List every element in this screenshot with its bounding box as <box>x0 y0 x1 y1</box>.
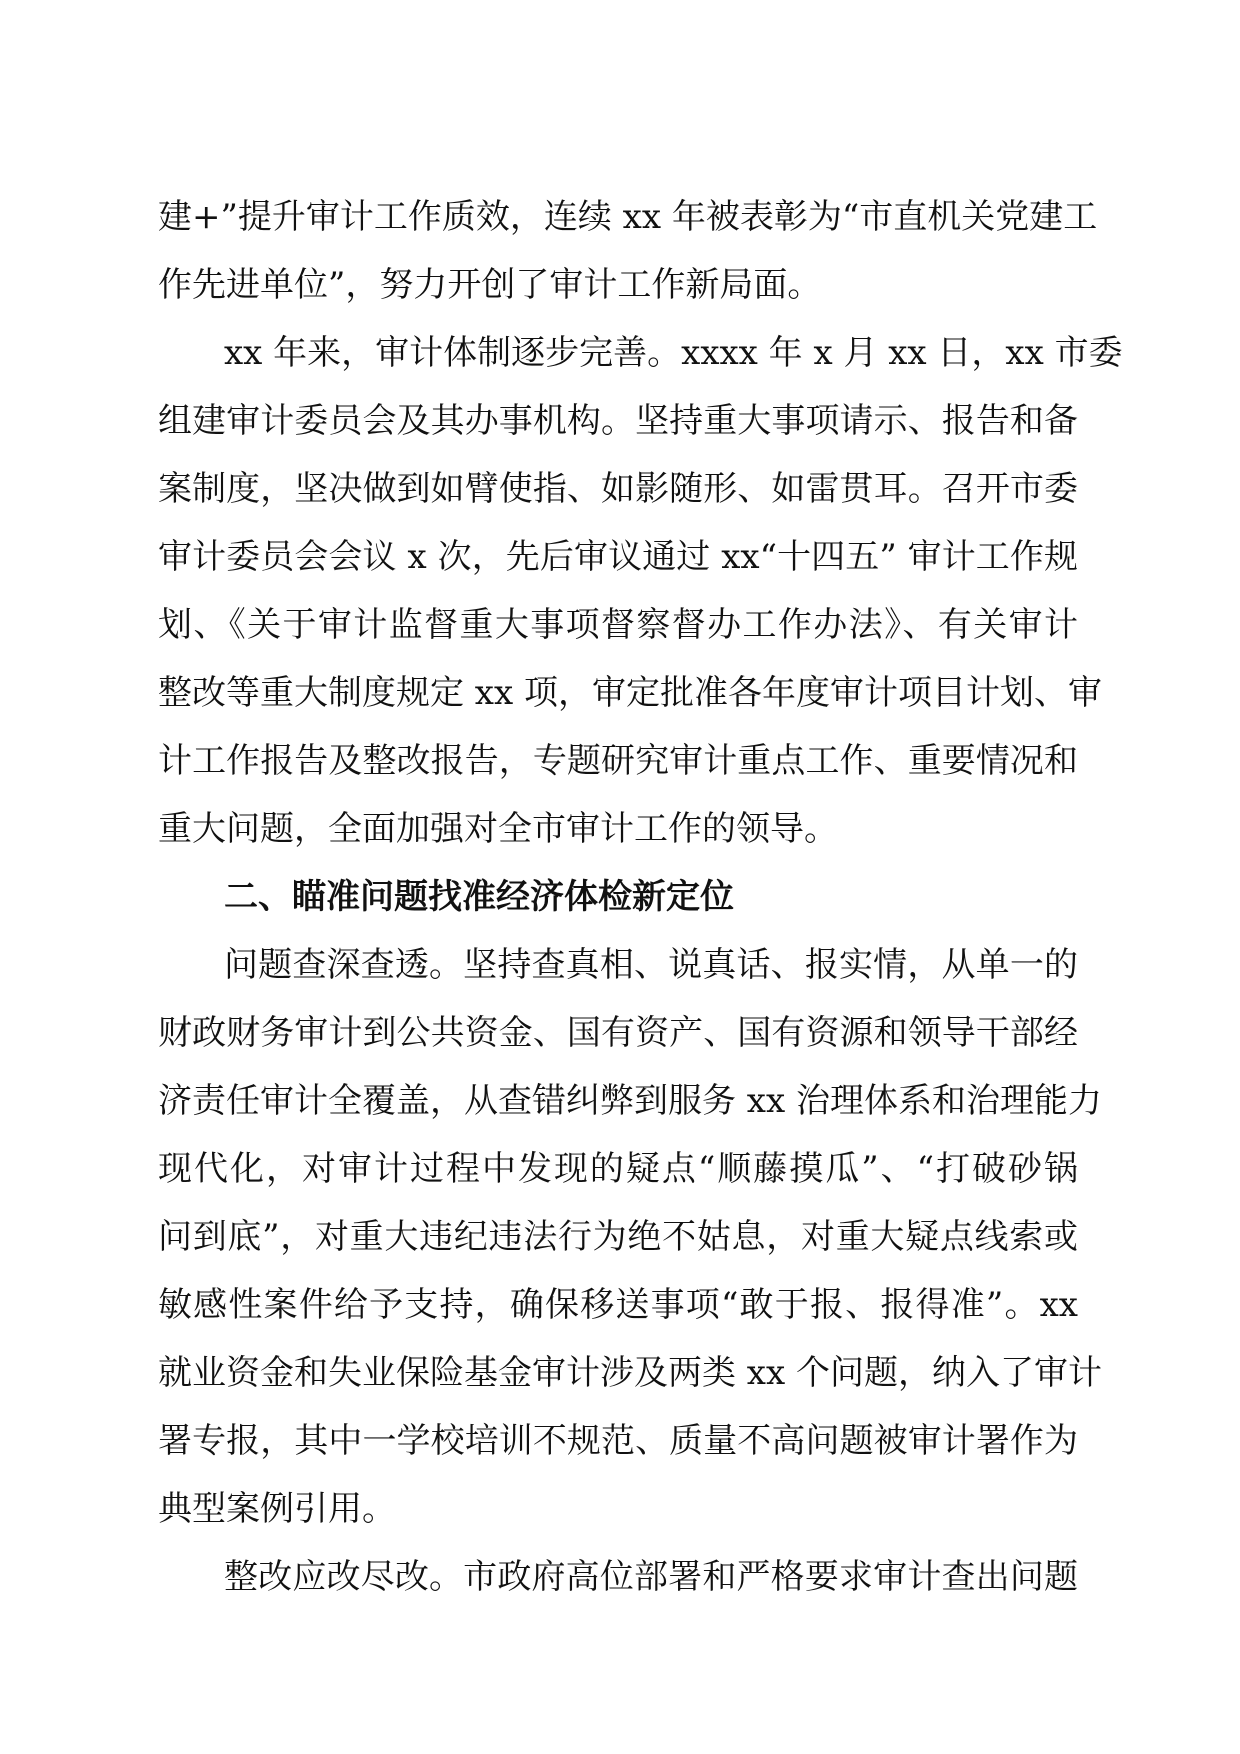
body-text-line: xx 年来，审计体制逐步完善。xxxx 年 x 月 xx 日，xx 市委 <box>224 333 1123 373</box>
body-text-line: 审计委员会会议 x 次，先后审议通过 xx“十四五” 审计工作规 <box>158 537 1078 577</box>
body-text-line: 案制度，坚决做到如臂使指、如影随形、如雷贯耳。召开市委 <box>158 469 1078 509</box>
body-text-line: 计工作报告及整改报告，专题研究审计重点工作、重要情况和 <box>158 741 1078 781</box>
body-text-line: 作先进单位”，努力开创了审计工作新局面。 <box>158 265 822 305</box>
body-text-line: 财政财务审计到公共资金、国有资产、国有资源和领导干部经 <box>158 1013 1078 1053</box>
body-text-line: 署专报，其中一学校培训不规范、质量不高问题被审计署作为 <box>158 1421 1078 1461</box>
body-text-line: 整改应改尽改。市政府高位部署和严格要求审计查出问题 <box>224 1557 1078 1597</box>
body-text-line: 组建审计委员会及其办事机构。坚持重大事项请示、报告和备 <box>158 401 1078 441</box>
body-text-line: 典型案例引用。 <box>158 1489 396 1529</box>
body-text-line: 建+”提升审计工作质效，连续 xx 年被表彰为“市直机关党建工 <box>158 197 1098 237</box>
body-text-line: 整改等重大制度规定 xx 项，审定批准各年度审计项目计划、审 <box>158 673 1102 713</box>
body-text-line: 敏感性案件给予支持，确保移送事项“敢于报、报得准”。xx <box>158 1285 1078 1325</box>
body-text-line: 划、《关于审计监督重大事项督察督办工作办法》、有关审计 <box>158 605 1078 645</box>
body-text-line: 问到底”，对重大违纪违法行为绝不姑息，对重大疑点线索或 <box>158 1217 1078 1257</box>
section-heading: 二、瞄准问题找准经济体检新定位 <box>224 877 734 917</box>
body-text-line: 问题查深查透。坚持查真相、说真话、报实情，从单一的 <box>224 945 1078 985</box>
body-text-line: 重大问题，全面加强对全市审计工作的领导。 <box>158 809 838 849</box>
body-text-line: 济责任审计全覆盖，从查错纠弊到服务 xx 治理体系和治理能力 <box>158 1081 1102 1121</box>
body-text-line: 现代化，对审计过程中发现的疑点“顺藤摸瓜”、“打破砂锅 <box>158 1149 1078 1189</box>
body-text-line: 就业资金和失业保险基金审计涉及两类 xx 个问题，纳入了审计 <box>158 1353 1102 1393</box>
